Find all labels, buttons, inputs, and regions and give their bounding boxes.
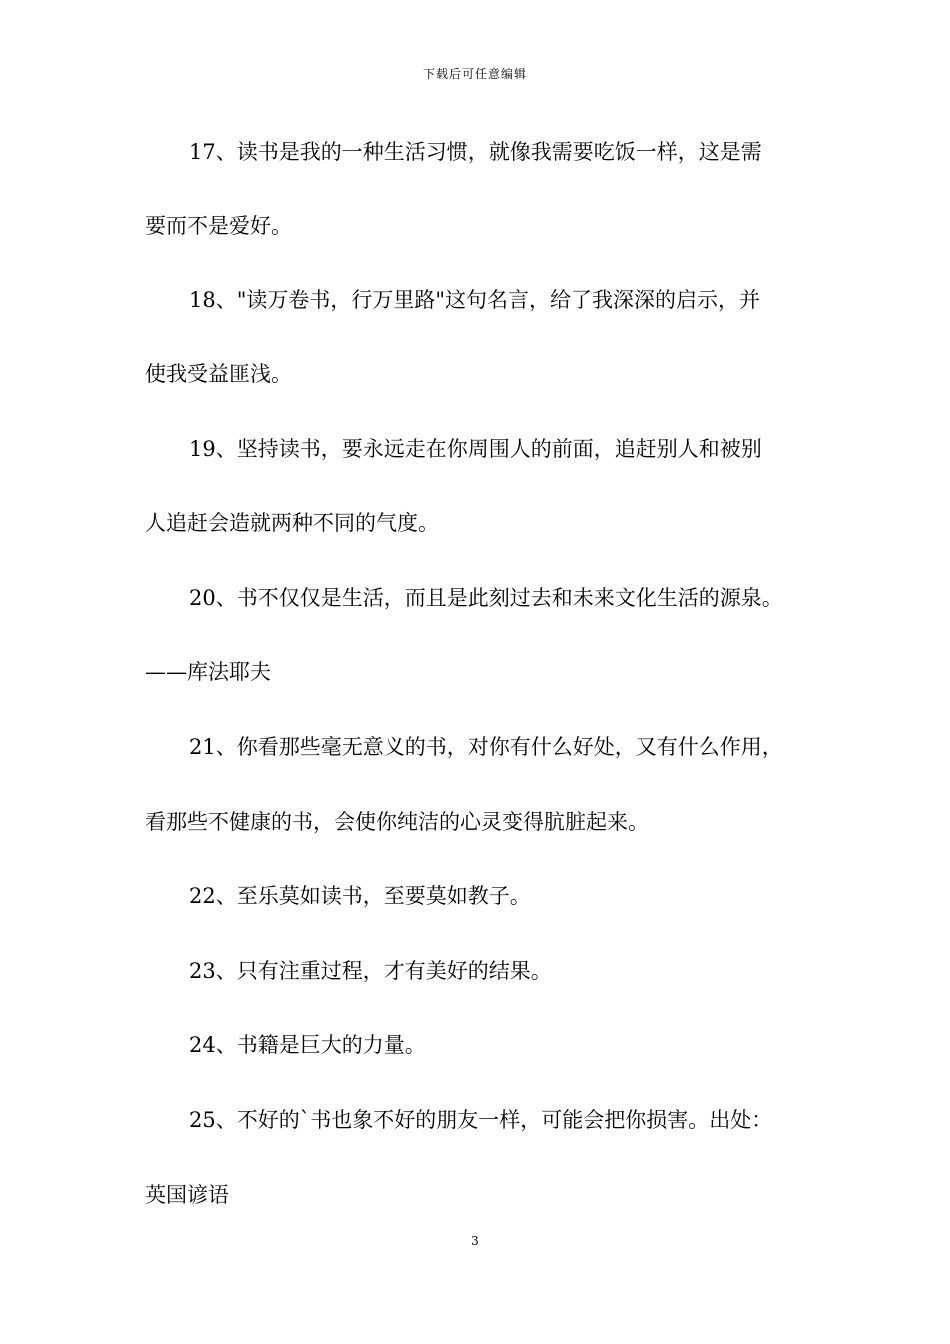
- quote-22: 22、至乐莫如读书，至要莫如教子。: [189, 884, 531, 908]
- quote-21-line-1: 21、你看那些毫无意义的书，对你有什么好处，又有什么作用，: [189, 735, 783, 759]
- quote-20-attribution: ——库法耶夫: [145, 660, 271, 684]
- quote-17-line-2: 要而不是爱好。: [145, 214, 292, 238]
- quote-20-line-1: 20、书不仅仅是生活，而且是此刻过去和未来文化生活的源泉。: [189, 586, 783, 610]
- quote-24: 24、书籍是巨大的力量。: [189, 1033, 426, 1057]
- page-header: 下载后可任意编辑: [422, 67, 527, 81]
- quote-19-line-1: 19、坚持读书，要永远走在你周围人的前面，追赶别人和被别: [189, 437, 762, 461]
- quote-23: 23、只有注重过程，才有美好的结果。: [189, 959, 552, 983]
- quote-17-line-1: 17、读书是我的一种生活习惯，就像我需要吃饭一样，这是需: [189, 140, 762, 164]
- quote-25-line-2: 英国谚语: [145, 1183, 229, 1207]
- quote-19-line-2: 人追赶会造就两种不同的气度。: [145, 511, 439, 535]
- page-number: 3: [471, 1234, 479, 1248]
- quote-18-line-2: 使我受益匪浅。: [145, 362, 292, 386]
- quote-21-line-2: 看那些不健康的书，会使你纯洁的心灵变得肮脏起来。: [145, 810, 649, 834]
- quote-25-line-1: 25、不好的`书也象不好的朋友一样，可能会把你损害。出处：: [189, 1108, 773, 1132]
- quote-18-line-1: 18、"读万卷书，行万里路"这句名言，给了我深深的启示，并: [189, 288, 761, 312]
